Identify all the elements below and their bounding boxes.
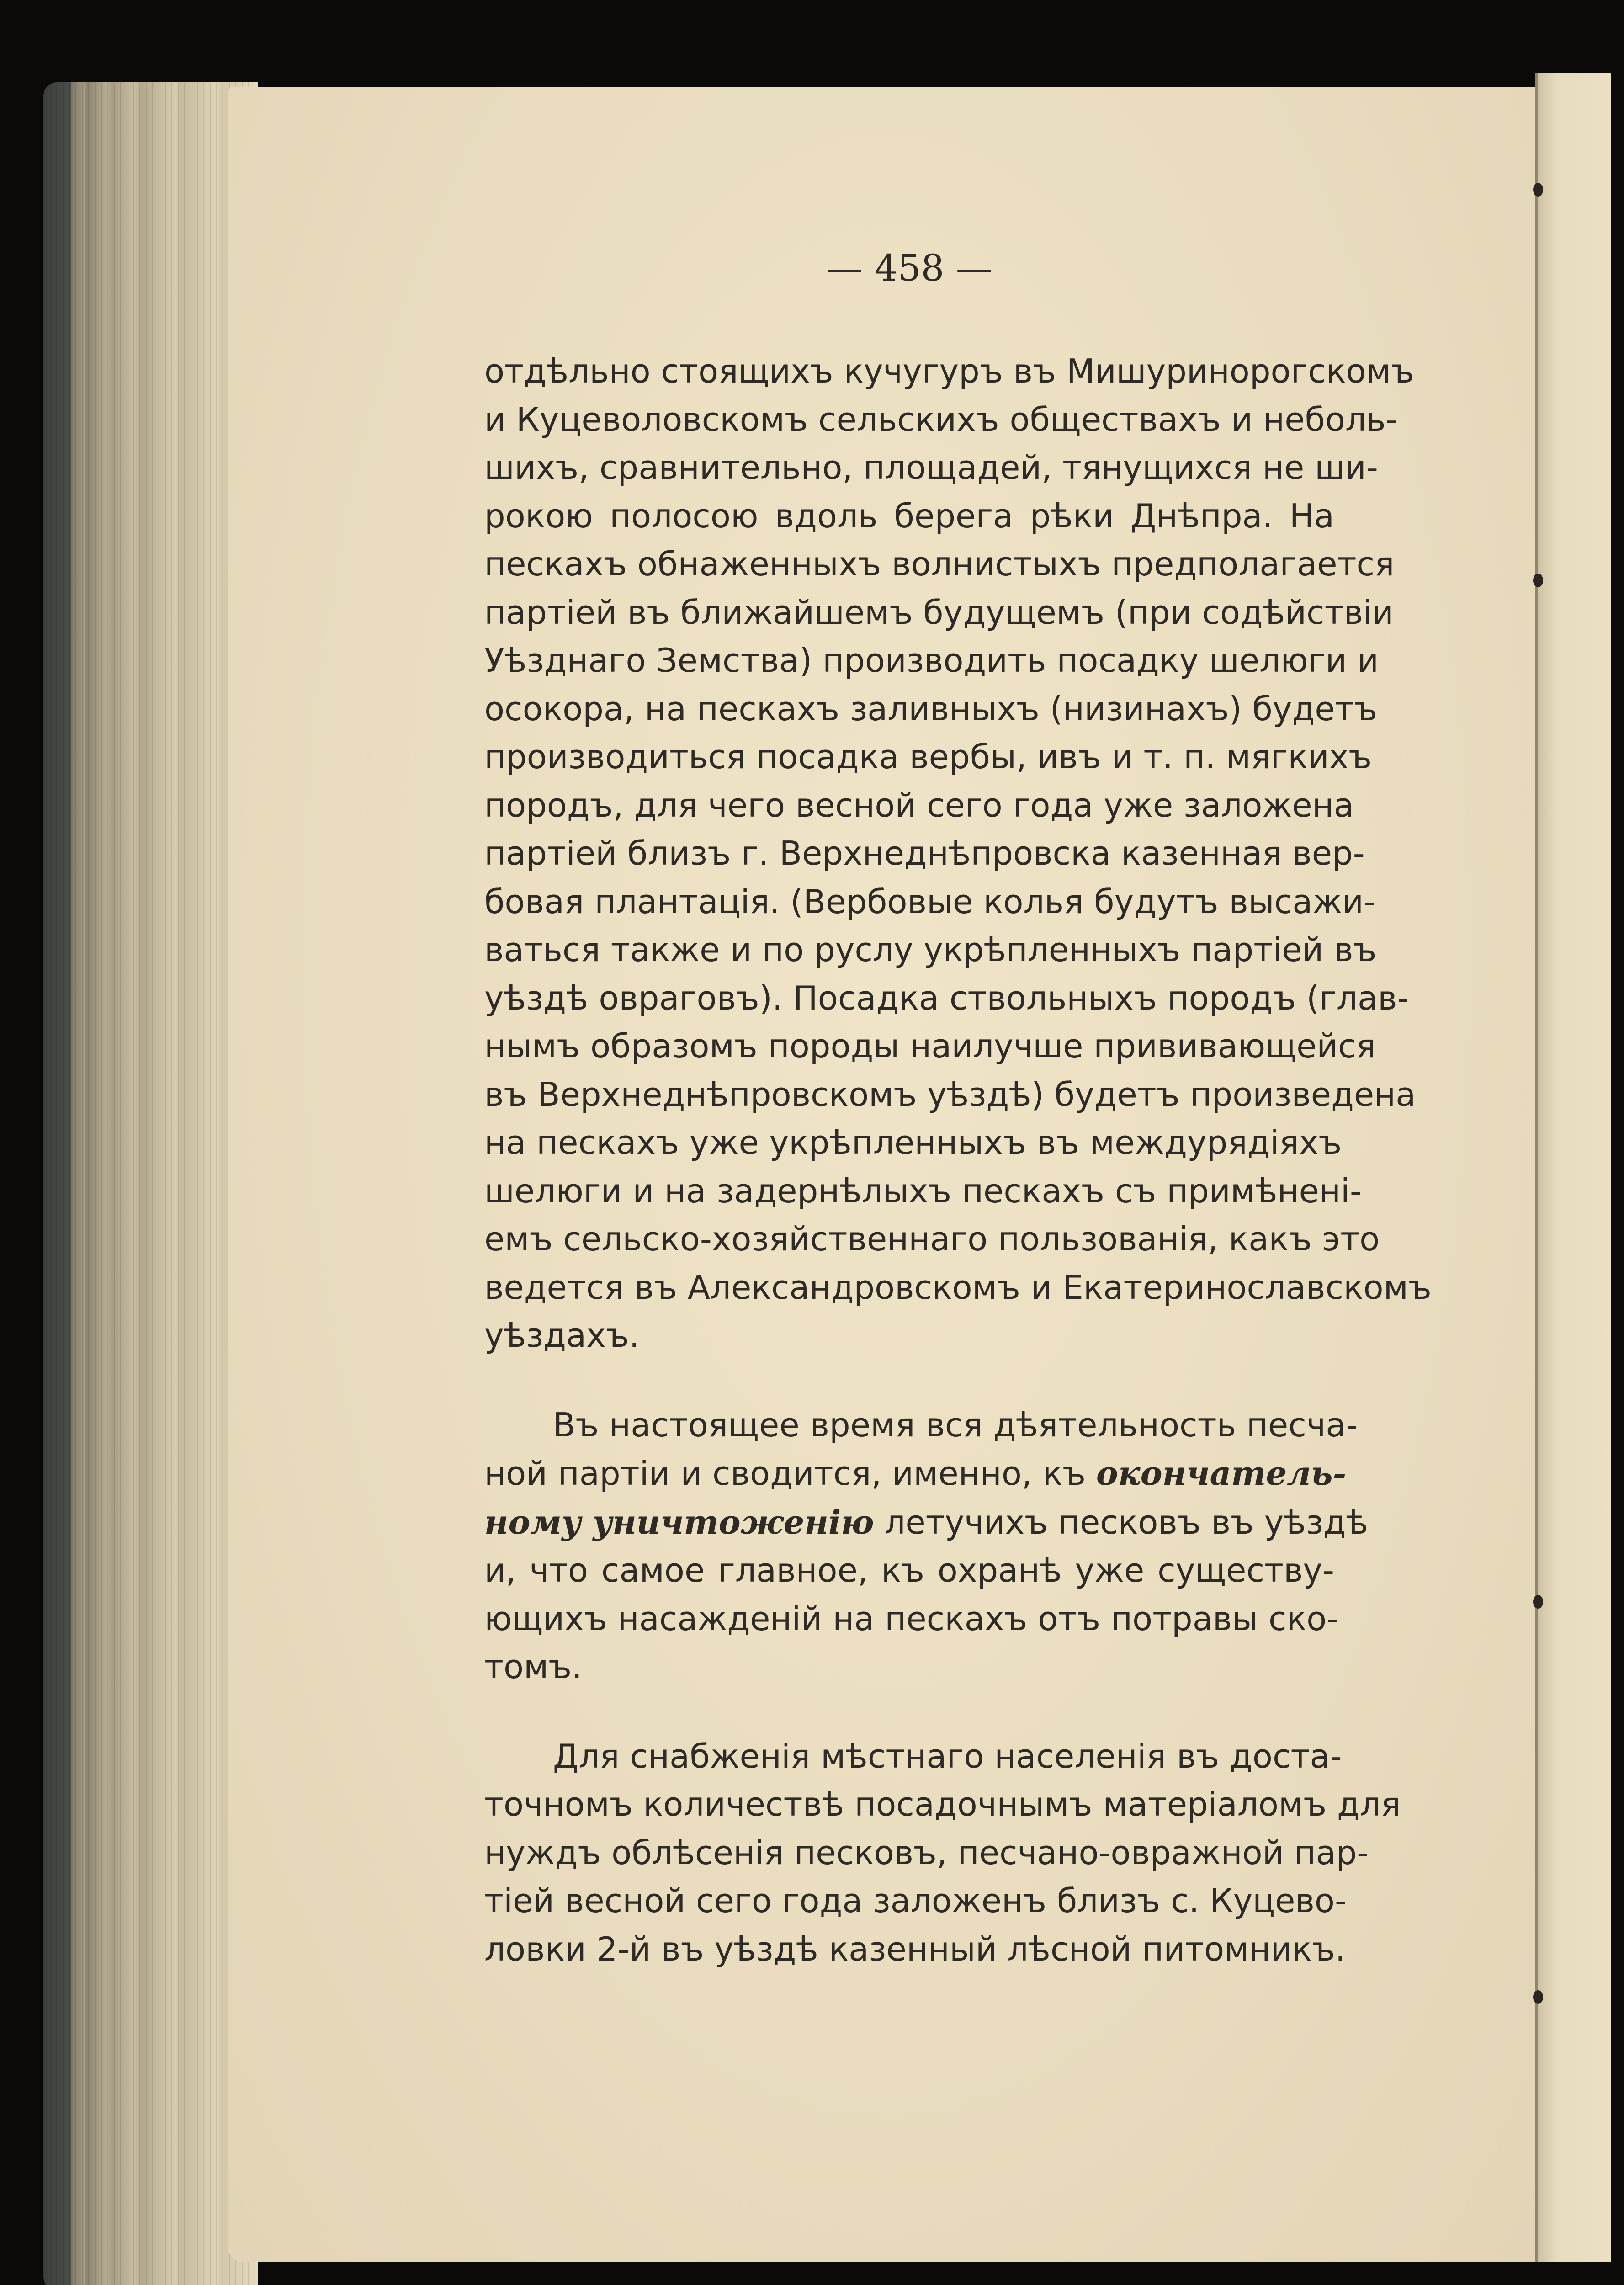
text-run: летучихъ песковъ въ уѣздѣ bbox=[874, 1503, 1369, 1541]
text-line: шелюги и на задернѣлыхъ пескахъ съ примѣненi- bbox=[484, 1171, 1362, 1210]
text-line: емъ сельско-хозяйственнаго пользованія, какъ это bbox=[484, 1220, 1380, 1258]
paragraph-1 bbox=[484, 347, 1432, 1360]
text-line: уѣздахъ. bbox=[484, 1316, 640, 1355]
text-line: Уѣзднаго Земства) производить посадку шелюги и bbox=[484, 641, 1379, 680]
text-line: рокою полосою вдоль берега рѣки Днѣпра. На bbox=[484, 496, 1334, 535]
text-line: пескахъ обнаженныхъ волнистыхъ предполагается bbox=[484, 545, 1395, 583]
text-line: ваться также и по руслу укрѣпленныхъ партіей въ bbox=[484, 930, 1377, 969]
binding-mark bbox=[1533, 1990, 1543, 2004]
text-line: бовая плантація. (Вербовые колья будутъ высажи- bbox=[484, 882, 1375, 921]
binding-mark bbox=[1533, 1595, 1543, 1609]
page-number: — 458 — bbox=[826, 247, 992, 289]
binding-mark bbox=[1533, 183, 1543, 197]
text-line: отдѣльно стоящихъ кучугуръ въ Мишуринорогскомъ bbox=[484, 352, 1414, 390]
text-line bbox=[484, 1449, 1347, 1498]
text-line: партіей въ ближайшемъ будущемъ (при содѣйствіи bbox=[484, 593, 1394, 632]
text-run: ной партіи и сводится, именно, къ bbox=[484, 1454, 1096, 1493]
emphasized-text: окончатель- bbox=[1096, 1454, 1347, 1493]
text-line: на пескахъ уже укрѣпленныхъ въ междурядіяхъ bbox=[484, 1123, 1342, 1162]
text-line: осокора, на пескахъ заливныхъ (низинахъ) будетъ bbox=[484, 689, 1378, 728]
text-line: партіей близъ г. Верхнеднѣпровска казенная вер- bbox=[484, 834, 1365, 872]
paragraph-3 bbox=[484, 1732, 1401, 1974]
text-line: томъ. bbox=[484, 1647, 583, 1686]
text-line bbox=[484, 1498, 1369, 1547]
page-body bbox=[484, 347, 1432, 1973]
text-line: ющихъ насажденій на пескахъ отъ потравы ско- bbox=[484, 1599, 1339, 1638]
text-line: ведется въ Александровскомъ и Екатеринославскомъ bbox=[484, 1268, 1432, 1307]
emphasized-text: ному уничтоженію bbox=[484, 1502, 874, 1541]
text-line: шихъ, сравнительно, площадей, тянущихся не ши- bbox=[484, 448, 1378, 487]
text-line: породъ, для чего весной сего года уже заложена bbox=[484, 786, 1354, 824]
text-line: нуждъ облѣсенія песковъ, песчано-овражной пар- bbox=[484, 1833, 1369, 1872]
text-line: въ Верхнеднѣпровскомъ уѣздѣ) будетъ произведена bbox=[484, 1075, 1416, 1114]
text-line: Въ настоящее время вся дѣятельность песча- bbox=[553, 1405, 1358, 1444]
text-line: нымъ образомъ породы наилучше прививающейся bbox=[484, 1027, 1376, 1065]
paragraph-2 bbox=[484, 1401, 1369, 1691]
text-line: и, что самое главное, къ охранѣ уже существу- bbox=[484, 1551, 1334, 1589]
book-page-edges bbox=[43, 82, 258, 2285]
text-line: производиться посадка вербы, ивъ и т. п. мягкихъ bbox=[484, 738, 1372, 776]
text-line: и Куцеволовскомъ сельскихъ обществахъ и неболь- bbox=[484, 400, 1398, 439]
binding-mark bbox=[1533, 574, 1543, 587]
text-line: Для снабженія мѣстнаго населенія въ доста- bbox=[553, 1737, 1342, 1775]
text-line: уѣздѣ овраговъ). Посадка ствольныхъ породъ (глав- bbox=[484, 978, 1409, 1017]
text-line: ловки 2-й въ уѣздѣ казенный лѣсной питомникъ. bbox=[484, 1929, 1346, 1968]
facing-page-edge bbox=[1535, 73, 1611, 2262]
text-line: тіей весной сего года заложенъ близъ с. Куцево- bbox=[484, 1881, 1347, 1920]
text-line: точномъ количествѣ посадочнымъ матеріаломъ для bbox=[484, 1785, 1401, 1823]
